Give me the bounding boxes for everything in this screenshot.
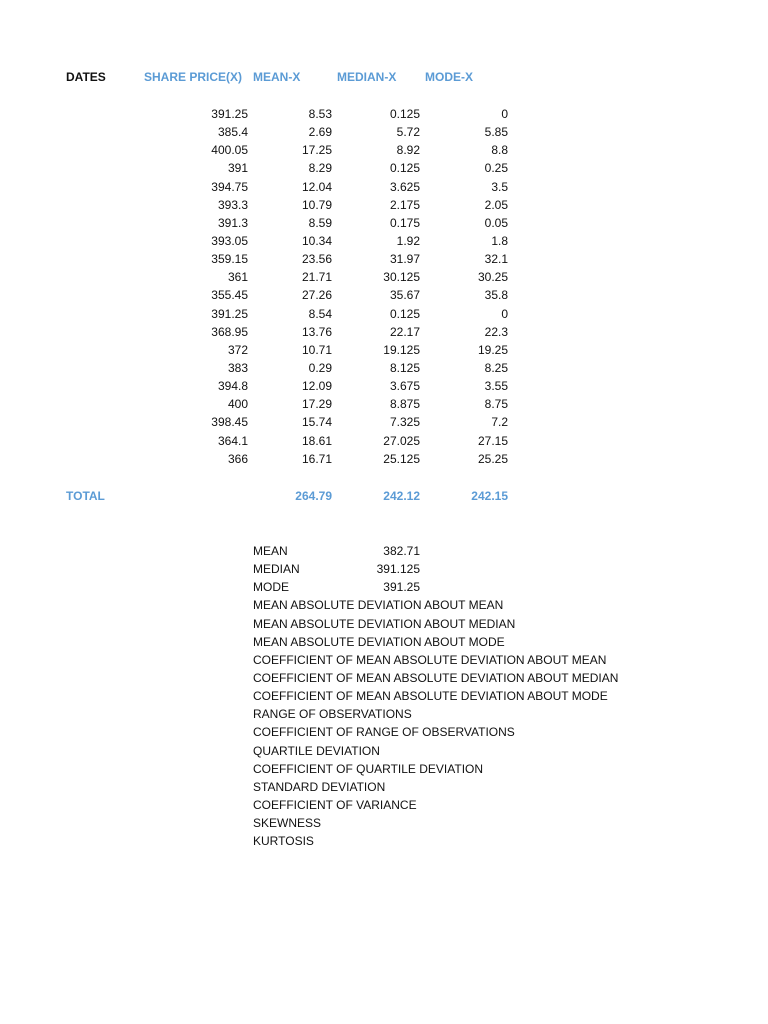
share-price-cell: 385.4 [217,125,248,140]
stat-label: QUARTILE DEVIATION [253,743,380,758]
stat-row [0,615,768,633]
median-x-cell: 3.625 [389,179,420,194]
mean-x-cell: 0.29 [308,360,332,375]
mode-x-cell: 2.05 [484,197,508,212]
table-row [0,432,768,450]
stat-row [0,687,768,705]
mean-x-cell: 8.53 [308,107,332,121]
statistics-summary [0,542,768,850]
table-row [0,413,768,431]
mean-x-cell: 27.26 [301,288,332,303]
stat-row [0,669,768,687]
mean-x-cell: 12.09 [301,379,332,394]
mean-x-cell: 10.71 [301,342,332,357]
median-x-cell: 7.325 [389,415,420,430]
mean-x-cell: 2.69 [308,125,332,140]
header-mean-x: MEAN-X [253,70,301,84]
stat-label: COEFFICIENT OF MEAN ABSOLUTE DEVIATION ABOUT MEDIAN [253,670,619,685]
mode-x-cell: 5.85 [484,125,508,140]
mean-x-cell: 10.79 [301,197,332,212]
mean-x-cell: 12.04 [301,179,332,194]
stat-label: STANDARD DEVIATION [253,779,386,794]
mean-x-cell: 13.76 [301,324,332,339]
median-x-cell: 8.125 [389,360,420,375]
data-table [0,105,768,468]
mode-x-cell: 19.25 [477,342,508,357]
mode-x-cell: 0 [501,107,508,121]
stat-label: COEFFICIENT OF MEAN ABSOLUTE DEVIATION ABOUT MEAN [253,652,607,667]
share-price-cell: 366 [227,451,248,466]
median-x-cell: 0.125 [389,107,420,121]
stat-row [0,742,768,760]
share-price-cell: 394.75 [211,179,248,194]
mode-x-cell: 3.5 [491,179,508,194]
mode-x-cell: 7.2 [491,415,508,430]
mode-x-cell: 3.55 [484,379,508,394]
median-x-cell: 0.125 [389,306,420,321]
table-row [0,377,768,395]
median-x-cell: 8.92 [396,143,420,158]
stat-value: 382.71 [383,544,420,558]
table-row [0,323,768,341]
share-price-cell: 383 [227,360,248,375]
mean-x-cell: 18.61 [301,433,332,448]
mean-x-cell: 17.29 [301,397,332,412]
mode-x-cell: 27.15 [477,433,508,448]
mode-x-cell: 22.3 [484,324,508,339]
share-price-cell: 391 [227,161,248,176]
mode-x-cell: 0.25 [484,161,508,176]
median-x-cell: 25.125 [383,451,420,466]
median-x-cell: 2.175 [389,197,420,212]
total-median-x: 242.12 [383,489,420,503]
stat-row [0,560,768,578]
median-x-cell: 22.17 [389,324,420,339]
header-share-price: SHARE PRICE(X) [144,70,243,84]
mean-x-cell: 8.54 [308,306,332,321]
median-x-cell: 19.125 [383,342,420,357]
stat-row [0,651,768,669]
table-row [0,196,768,214]
share-price-cell: 398.45 [211,415,248,430]
share-price-cell: 400 [227,397,248,412]
total-label: TOTAL [66,489,105,503]
stat-row [0,633,768,651]
total-mean-x: 264.79 [295,489,332,503]
header-median-x: MEDIAN-X [337,70,397,84]
stat-row [0,705,768,723]
mean-x-cell: 8.59 [308,215,332,230]
header-mode-x: MODE-X [425,70,473,84]
stat-label: KURTOSIS [253,834,314,849]
stat-value: 391.25 [383,580,420,595]
stat-row [0,723,768,741]
median-x-cell: 27.025 [383,433,420,448]
mean-x-cell: 10.34 [301,233,332,248]
share-price-cell: 391.3 [217,215,248,230]
table-row [0,359,768,377]
stat-value: 391.125 [376,562,420,577]
table-row [0,305,768,323]
stat-row [0,542,768,560]
total-mode-x: 242.15 [471,489,508,503]
mean-x-cell: 23.56 [301,252,332,267]
median-x-cell: 3.675 [389,379,420,394]
median-x-cell: 1.92 [396,233,420,248]
stat-label: MODE [253,580,289,595]
share-price-cell: 393.05 [211,233,248,248]
mode-x-cell: 1.8 [491,233,508,248]
share-price-cell: 361 [227,270,248,285]
stat-row [0,832,768,850]
mode-x-cell: 0 [501,306,508,321]
share-price-cell: 372 [227,342,248,357]
table-row [0,214,768,232]
share-price-cell: 359.15 [211,252,248,267]
mode-x-cell: 30.25 [477,270,508,285]
table-row [0,123,768,141]
mode-x-cell: 0.05 [484,215,508,230]
median-x-cell: 0.125 [389,161,420,176]
share-price-cell: 400.05 [211,143,248,158]
mode-x-cell: 32.1 [484,252,508,267]
table-row [0,450,768,468]
stat-label: MEAN [253,544,288,558]
share-price-cell: 393.3 [217,197,248,212]
mode-x-cell: 8.8 [491,143,508,158]
table-row [0,159,768,177]
table-row [0,395,768,413]
stat-label: MEAN ABSOLUTE DEVIATION ABOUT MODE [253,634,505,649]
median-x-cell: 31.97 [389,252,420,267]
stat-label: MEAN ABSOLUTE DEVIATION ABOUT MEAN [253,598,504,613]
table-row [0,178,768,196]
mean-x-cell: 21.71 [301,270,332,285]
stat-row [0,814,768,832]
mean-x-cell: 15.74 [301,415,332,430]
stat-label: MEDIAN [253,562,300,577]
table-row [0,341,768,359]
table-row [0,250,768,268]
share-price-cell: 364.1 [217,433,248,448]
stat-label: SKEWNESS [253,816,322,831]
mode-x-cell: 8.25 [484,360,508,375]
share-price-cell: 355.45 [211,288,248,303]
median-x-cell: 35.67 [389,288,420,303]
table-row [0,268,768,286]
stat-label: COEFFICIENT OF RANGE OF OBSERVATIONS [253,725,515,740]
stat-label: RANGE OF OBSERVATIONS [253,707,412,722]
mean-x-cell: 17.25 [301,143,332,158]
total-row [0,488,768,504]
mode-x-cell: 25.25 [477,451,508,466]
median-x-cell: 30.125 [383,270,420,285]
table-row [0,286,768,304]
table-row [0,232,768,250]
stat-row [0,778,768,796]
stat-label: COEFFICIENT OF MEAN ABSOLUTE DEVIATION ABOUT MODE [253,689,608,704]
median-x-cell: 5.72 [396,125,420,140]
stat-row [0,796,768,814]
median-x-cell: 0.175 [389,215,420,230]
stat-label: COEFFICIENT OF VARIANCE [253,797,417,812]
stat-row [0,760,768,778]
stat-row [0,596,768,614]
header-dates: DATES [66,70,106,84]
mode-x-cell: 8.75 [484,397,508,412]
share-price-cell: 394.8 [217,379,248,394]
table-row [0,105,768,123]
stat-label: MEAN ABSOLUTE DEVIATION ABOUT MEDIAN [253,616,516,631]
mean-x-cell: 16.71 [301,451,332,466]
median-x-cell: 8.875 [389,397,420,412]
table-row [0,141,768,159]
stat-label: COEFFICIENT OF QUARTILE DEVIATION [253,761,484,776]
share-price-cell: 391.25 [211,306,248,321]
share-price-cell: 391.25 [211,107,248,121]
mean-x-cell: 8.29 [308,161,332,176]
mode-x-cell: 35.8 [484,288,508,303]
share-price-cell: 368.95 [211,324,248,339]
stat-row [0,578,768,596]
